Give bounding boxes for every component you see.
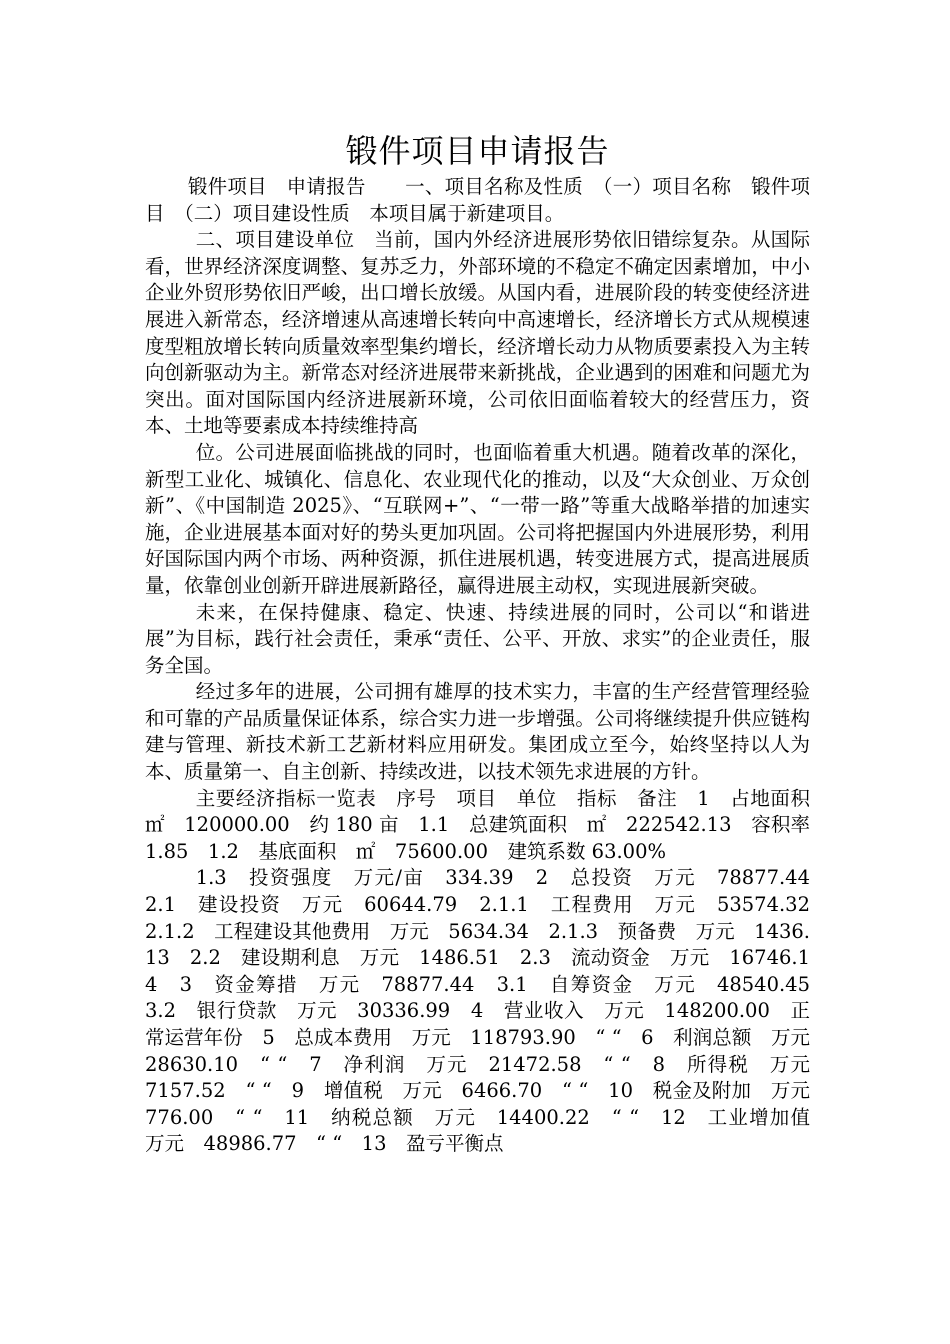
paragraph-indicators-part-2: 1.3 投资强度 万元/亩 334.39 2 总投资 万元 78877.44 2.1 建设投资 万元 60644.79 2.1.1 工程费用 万元 53574.32 2.1.2 工程建设其他费用 万元 5634.34 2.1.3 预备费 万元 1436.13 2.2 建设期利息 万元 1486.51 2.3 流动资金 万元 16746.14 3 资金筹措 万元 78877.44 3.1 自筹资金 万元 48540.45 3.2 银行贷款 万元 30336.99 4 营业收入 万元 148200.00 正常运营年份 5 总成本费用 万元 118793.90 “ “ 6 利润总额 万元 28630.10 “ “ 7 净利润 万元 21472.58 “ “ 8 所得税 万元 7157.52 “ “ 9 增值税 万元 6466.70 “ “ 10 税金及附加 万元 776.00 “ “ 11 纳税总额 万元 14400.22 “ “ 12 工业增加值 万元 48986.77 “ “ 13 盈亏平衡点: [145, 866, 830, 1156]
paragraph-indicators-part-1: 主要经济指标一览表 序号 项目 单位 指标 备注 1 占地面积 ㎡ 120000.00 约 180 亩 1.1 总建筑面积 ㎡ 222542.13 容积率 1.85 1.2 基底面积 ㎡ 75600.00 建筑系数 63.00%: [145, 786, 830, 863]
paragraph-construction-unit: 二、项目建设单位 当前，国内外经济进展形势依旧错综复杂。从国际看，世界经济深度调整、复苏乏力，外部环境的不稳定不确定因素增加，中小企业外贸形势依旧严峻，出口增长放缓。从国内看，进展阶段的转变使经济进展进入新常态，经济增速从高速增长转向中高速增长，经济增长方式从规模速度型粗放增长转向质量效率型集约增长，经济增长动力从物质要素投入为主转向创新驱动为主。新常态对经济进展带来新挑战，企业遇到的困难和问题尤为突出。面对国际国内经济进展新环境，公司依旧面临着较大的经营压力，资本、土地等要素成本持续维持高: [145, 228, 810, 438]
document-page: [145, 128, 830, 1158]
document-title: 锻件项目申请报告: [345, 132, 610, 170]
paragraph-project-name: 锻件项目 申请报告 一、项目名称及性质 （一）项目名称 锻件项目 （二）项目建设性质 本项目属于新建项目。: [145, 175, 810, 225]
paragraph-opportunities: 位。公司进展面临挑战的同时，也面临着重大机遇。随着改革的深化，新型工业化、城镇化、信息化、农业现代化的推动，以及“大众创业、万众创新”、《中国制造 2025》、“互联网+”、“一带一路”等重大战略举措的加速实施，企业进展基本面对好的势头更加巩固。公司将把握国内外进展形势，利用好国际国内两个市场、两种资源，抓住进展机遇，转变进展方式，提高进展质量，依靠创业创新开辟进展新路径，赢得进展主动权，实现进展新突破。: [145, 440, 810, 597]
document-body: [145, 174, 830, 1158]
paragraph-company-strength: 经过多年的进展，公司拥有雄厚的技术实力，丰富的生产经营管理经验和可靠的产品质量保证体系，综合实力进一步增强。公司将继续提升供应链构建与管理、新技术新工艺新材料应用研发。集团成立至今，始终坚持以人为本、质量第一、自主创新、持续改进，以技术领先求进展的方针。: [145, 680, 810, 784]
paragraph-future: 未来，在保持健康、稳定、快速、持续进展的同时，公司以“和谐进展”为目标，践行社会责任，秉承“责任、公平、开放、求实”的企业责任，服务全国。: [145, 600, 810, 677]
